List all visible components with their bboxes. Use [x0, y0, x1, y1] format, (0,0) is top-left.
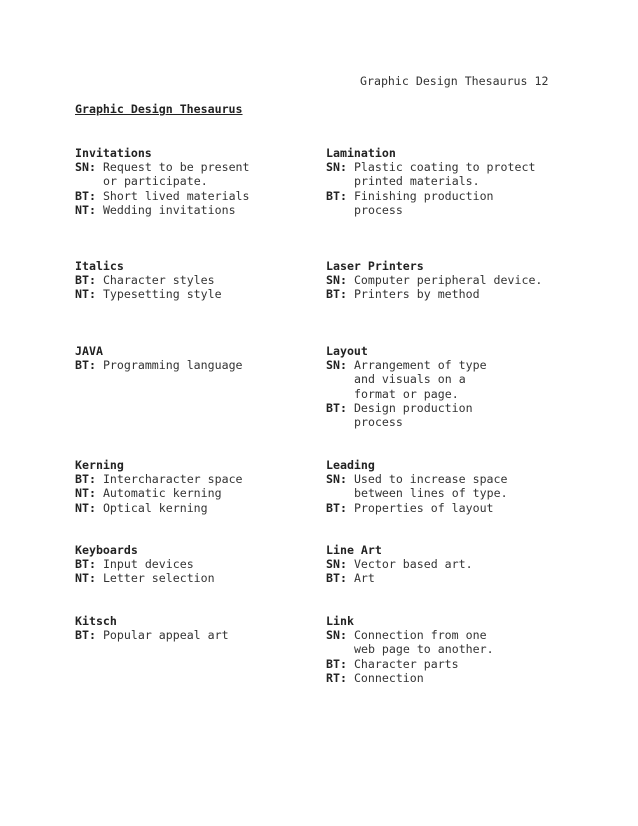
relation-line: [326, 189, 535, 203]
relation-text: Programming language: [102, 358, 243, 373]
entry-invitations: [75, 146, 250, 217]
relation-continuation: format or page.: [354, 386, 459, 401]
relation-colon: :: [88, 202, 103, 217]
relation-code: SN: [326, 557, 340, 572]
relation-line: [75, 358, 243, 372]
entry-term: Lamination: [326, 146, 396, 160]
relation-line: [326, 273, 542, 287]
relation-continuation: process: [354, 202, 403, 217]
relation-code: BT: [75, 273, 89, 288]
relation-code: RT: [326, 670, 340, 685]
relation-colon: :: [339, 670, 354, 685]
relation-colon: :: [339, 472, 354, 487]
relation-text: Letter selection: [102, 571, 215, 586]
entry-term: Link: [326, 614, 354, 628]
relation-colon: :: [339, 287, 354, 302]
entry-keyboards: [75, 543, 215, 586]
relation-text: Design production: [353, 400, 473, 415]
relation-code: BT: [75, 628, 89, 643]
relation-text: Input devices: [102, 557, 194, 572]
relation-line: [326, 557, 473, 571]
entry-italics: [75, 259, 222, 302]
relation-colon: :: [88, 188, 103, 203]
running-header: Graphic Design Thesaurus 12: [360, 74, 549, 88]
relation-code: BT: [75, 472, 89, 487]
entry-term: Line Art: [326, 543, 382, 557]
relation-line: [75, 189, 250, 203]
relation-continuation: process: [354, 415, 403, 430]
relation-continuation: web page to another.: [354, 642, 494, 657]
relation-colon: :: [88, 160, 103, 175]
relation-colon: :: [339, 571, 354, 586]
entry-laser-printers: [326, 259, 542, 302]
relation-line: [75, 501, 243, 515]
relation-colon: :: [339, 160, 354, 175]
entry-term: Kerning: [75, 458, 124, 472]
relation-line: [326, 671, 494, 685]
relation-colon: :: [88, 500, 103, 515]
relation-line: [75, 486, 243, 500]
relation-text: Short lived materials: [102, 188, 250, 203]
entry-term: Italics: [75, 259, 124, 273]
entry-line-art: [326, 543, 473, 586]
relation-code: BT: [75, 188, 89, 203]
relation-text: Character styles: [102, 273, 215, 288]
relation-code: BT: [326, 571, 340, 586]
relation-text: Connection from one: [353, 628, 487, 643]
relation-line: [326, 501, 508, 515]
relation-line: [75, 557, 215, 571]
relation-line: [326, 160, 535, 174]
relation-line: [326, 571, 473, 585]
entry-term: JAVA: [75, 344, 103, 358]
relation-line: [326, 358, 487, 372]
relation-continuation: between lines of type.: [354, 486, 508, 501]
relation-line: [326, 628, 494, 642]
relation-text: Arrangement of type: [353, 358, 487, 373]
relation-text: Plastic coating to protect: [353, 160, 536, 175]
relation-text: Properties of layout: [353, 500, 494, 515]
relation-text: Popular appeal art: [102, 628, 229, 643]
relation-code: SN: [326, 628, 340, 643]
entry-link: [326, 614, 494, 685]
relation-colon: :: [339, 358, 354, 373]
relation-code: BT: [326, 656, 340, 671]
relation-continuation: and visuals on a: [354, 372, 466, 387]
relation-text: Art: [353, 571, 375, 586]
relation-colon: :: [88, 628, 103, 643]
relation-text: Intercharacter space: [102, 472, 243, 487]
relation-colon: :: [88, 571, 103, 586]
relation-code: BT: [326, 287, 340, 302]
relation-colon: :: [88, 287, 103, 302]
entry-kitsch: [75, 614, 229, 642]
relation-colon: :: [339, 557, 354, 572]
relation-code: BT: [75, 557, 89, 572]
relation-code: SN: [326, 160, 340, 175]
document-title: Graphic Design Thesaurus: [75, 102, 243, 116]
relation-line: [75, 571, 215, 585]
entry-lamination: [326, 146, 535, 217]
relation-line: [326, 472, 508, 486]
relation-colon: :: [88, 472, 103, 487]
relation-code: BT: [75, 358, 89, 373]
entry-term: Kitsch: [75, 614, 117, 628]
entry-java: [75, 344, 243, 372]
relation-line: [326, 287, 542, 301]
relation-line: [75, 203, 250, 217]
relation-colon: :: [339, 628, 354, 643]
relation-code: NT: [75, 500, 89, 515]
relation-colon: :: [88, 273, 103, 288]
relation-continuation: printed materials.: [354, 174, 480, 189]
relation-code: SN: [326, 273, 340, 288]
entry-term: Keyboards: [75, 543, 138, 557]
relation-code: SN: [326, 358, 340, 373]
entry-term: Laser Printers: [326, 259, 424, 273]
relation-line: [75, 287, 222, 301]
relation-text: Connection: [353, 670, 424, 685]
relation-line: [75, 160, 250, 174]
relation-colon: :: [339, 400, 354, 415]
relation-text: Used to increase space: [353, 472, 508, 487]
entry-term: Leading: [326, 458, 375, 472]
relation-text: Printers by method: [353, 287, 480, 302]
relation-colon: :: [88, 486, 103, 501]
relation-code: SN: [75, 160, 89, 175]
relation-line: [75, 628, 229, 642]
relation-line: [75, 472, 243, 486]
relation-colon: :: [88, 358, 103, 373]
relation-line: [326, 401, 487, 415]
relation-code: NT: [75, 287, 89, 302]
relation-line: [326, 657, 494, 671]
relation-code: NT: [75, 486, 89, 501]
relation-code: BT: [326, 400, 340, 415]
relation-text: Computer peripheral device.: [353, 273, 543, 288]
entry-term: Invitations: [75, 146, 152, 160]
relation-text: Request to be present: [102, 160, 250, 175]
entry-term: Layout: [326, 344, 368, 358]
relation-code: NT: [75, 571, 89, 586]
relation-code: SN: [326, 472, 340, 487]
relation-text: Optical kerning: [102, 500, 208, 515]
relation-code: BT: [326, 188, 340, 203]
relation-text: Typesetting style: [102, 287, 222, 302]
relation-text: Vector based art.: [353, 557, 473, 572]
relation-code: NT: [75, 202, 89, 217]
relation-continuation: or participate.: [103, 174, 208, 189]
relation-code: BT: [326, 500, 340, 515]
relation-text: Wedding invitations: [102, 202, 236, 217]
entry-leading: [326, 458, 508, 515]
relation-colon: :: [88, 557, 103, 572]
relation-text: Character parts: [353, 656, 459, 671]
entry-layout: [326, 344, 487, 429]
relation-text: Automatic kerning: [102, 486, 222, 501]
relation-line: [75, 273, 222, 287]
relation-colon: :: [339, 273, 354, 288]
entry-kerning: [75, 458, 243, 515]
relation-text: Finishing production: [353, 188, 494, 203]
relation-colon: :: [339, 500, 354, 515]
relation-colon: :: [339, 656, 354, 671]
relation-colon: :: [339, 188, 354, 203]
